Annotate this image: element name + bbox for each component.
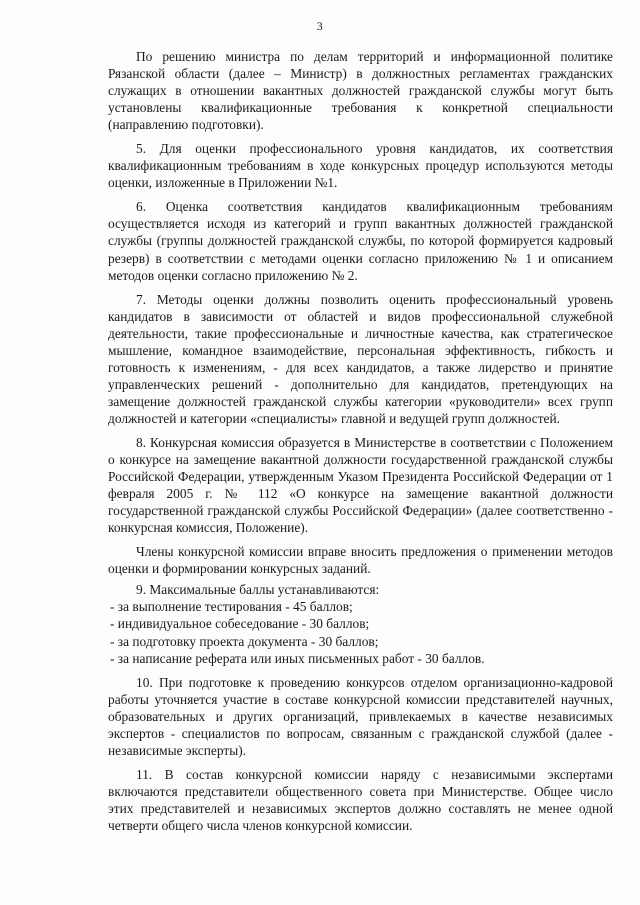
- score-item-testing: - за выполнение тестирования - 45 баллов;: [110, 599, 353, 615]
- paragraph-commission-members: Члены конкурсной комиссии вправе вносить предложения о применении методов оценки и формировании конкурсных заданий.: [108, 544, 613, 577]
- paragraph-7: 7. Методы оценки должны позволить оценить профессиональный уровень кандидатов в зависимости от областей и видов профессиональной служебной деятельности, такие профессиональные и личностные качества, как стратегическое мышление, командное взаимодействие, персональная эффективность, гибкость и готовность к изменениям, - для всех кандидатов, а также лидерство и принятие управленческих решений - дополнительно для кандидатов, претендующих на замещение должностей гражданской службы категории «руководители» всех групп должностей и категории «специалисты» главной и ведущей групп должностей.: [108, 291, 613, 426]
- paragraph-6: 6. Оценка соответствия кандидатов квалификационным требованиям осуществляется исходя из категорий и групп вакантных должностей гражданской службы (группы должностей гражданской службы, по которой формируется кадровый резерв) в соответствии с методами оценки согласно приложению № 1 и описанием методов оценки согласно приложению № 2.: [108, 199, 613, 283]
- score-item-essay: - за написание реферата или иных письменных работ - 30 баллов.: [110, 650, 485, 666]
- score-item-interview: - индивидуальное собеседование - 30 баллов;: [110, 616, 370, 632]
- paragraph-8: 8. Конкурсная комиссия образуется в Министерстве в соответствии с Положением о конкурсе на замещение вакантной должности государственной гражданской службы Российской Федерации, утвержденным Указом Президента Российской Федерации от 1 февраля 2005 г. № 112 «О конкурсе на замещение вакантной должности государственной гражданской службы Российской Федерации» (далее соответственно - конкурсная комиссия, Положение).: [108, 434, 613, 536]
- paragraph-11: 11. В состав конкурсной комиссии наряду с независимыми экспертами включаются представители общественного совета при Министерстве. Общее число этих представителей и независимых экспертов должно составлять не менее одной четверти общего числа членов конкурсной комиссии.: [108, 766, 613, 833]
- paragraph-10: 10. При подготовке к проведению конкурсов отделом организационно-кадровой работы уточняется участие в составе конкурсной комиссии представителей научных, образовательных и других организаций, привлекаемых в качестве независимых экспертов - специалистов по вопросам, связанным с гражданской службой (далее - независимые эксперты).: [108, 674, 613, 758]
- score-item-document-draft: - за подготовку проекта документа - 30 баллов;: [110, 633, 379, 649]
- max-scores-section: [108, 581, 613, 666]
- paragraph-specialty-requirements: По решению министра по делам территорий и информационной политике Рязанской области (далее – Министр) в должностных регламентах гражданских служащих в отношении вакантных должностей гражданской службы могут быть установлены квалификационные требования к конкретной специальности (направлению подготовки).: [108, 49, 613, 133]
- paragraph-9: 9. Максимальные баллы устанавливаются:: [136, 582, 380, 598]
- page-number: 3: [316, 19, 324, 33]
- document-body: [108, 48, 613, 834]
- paragraph-5: 5. Для оценки профессионального уровня кандидатов, их соответствия квалификационным требованиям в ходе конкурсных процедур используются методы оценки, изложенные в Приложении №1.: [108, 141, 613, 191]
